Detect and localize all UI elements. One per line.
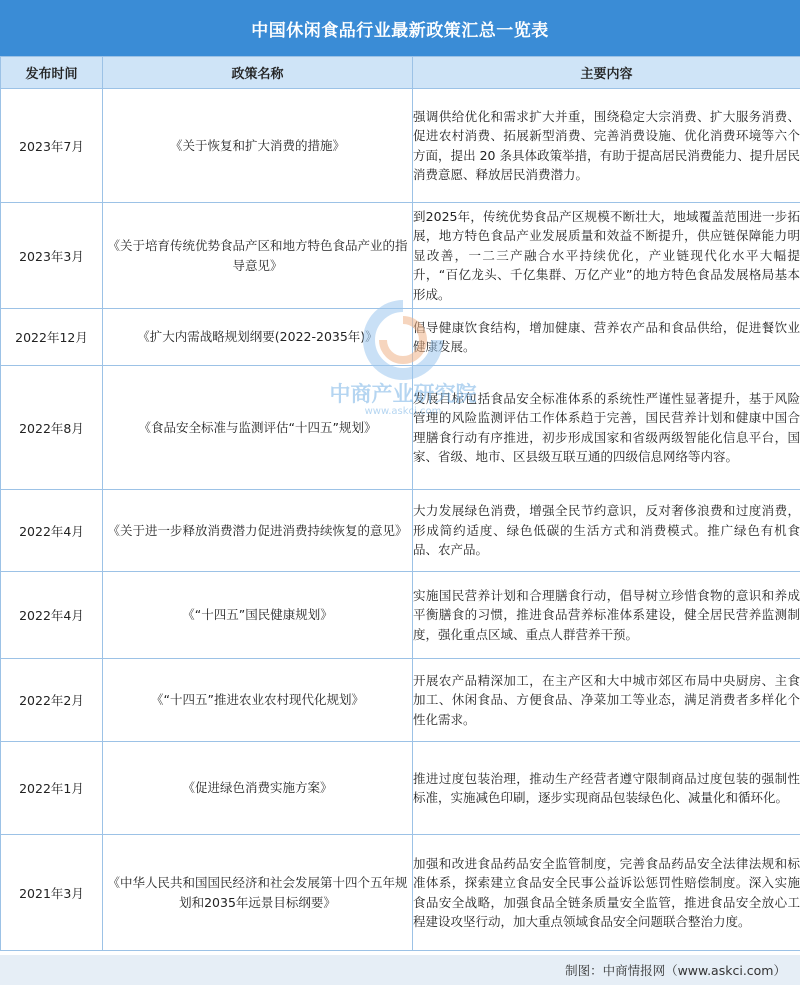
column-header-date: 发布时间 — [1, 57, 103, 89]
policy-name-cell: 《食品安全标准与监测评估“十四五”规划》 — [103, 366, 413, 490]
column-header-name: 政策名称 — [103, 57, 413, 89]
policy-name-cell: 《“十四五”推进农业农村现代化规划》 — [103, 659, 413, 742]
table-row — [1, 490, 800, 572]
table-row — [1, 572, 800, 659]
date-cell: 2022年8月 — [1, 366, 103, 490]
footer-credit: 制图：中商情报网（www.askci.com） — [0, 955, 800, 985]
content-cell: 推进过度包装治理，推动生产经营者遵守限制商品过度包装的强制性标准，实施减色印刷，逐步实现商品包装绿色化、减量化和循环化。 — [413, 742, 800, 835]
column-header-content: 主要内容 — [413, 57, 800, 89]
table-row — [1, 742, 800, 835]
date-cell: 2022年2月 — [1, 659, 103, 742]
date-cell: 2022年12月 — [1, 309, 103, 366]
policy-name-cell: 《促进绿色消费实施方案》 — [103, 742, 413, 835]
content-cell: 大力发展绿色消费，增强全民节约意识，反对奢侈浪费和过度消费，形成简约适度、绿色低碳的生活方式和消费模式。推广绿色有机食品、农产品。 — [413, 490, 800, 572]
content-cell: 到2025年，传统优势食品产区规模不断壮大，地域覆盖范围进一步拓展，地方特色食品产业发展质量和效益不断提升，供应链保障能力明显改善，一二三产融合水平持续优化，产业链现代化水平大幅提升，“百亿龙头、千亿集群、万亿产业”的地方特色食品发展格局基本形成。 — [413, 203, 800, 309]
policy-name-cell: 《关于恢复和扩大消费的措施》 — [103, 89, 413, 203]
content-cell: 加强和改进食品药品安全监管制度，完善食品药品安全法律法规和标准体系，探索建立食品安全民事公益诉讼惩罚性赔偿制度。深入实施食品安全战略，加强食品全链条质量安全监管，推进食品安全放心工程建设攻坚行动，加大重点领域食品安全问题联合整治力度。 — [413, 835, 800, 951]
policy-name-cell: 《关于进一步释放消费潜力促进消费持续恢复的意见》 — [103, 490, 413, 572]
watermark-text: 中商产业研究院 — [329, 382, 477, 406]
content-cell: 开展农产品精深加工，在主产区和大中城市郊区布局中央厨房、主食加工、休闲食品、方便食品、净菜加工等业态，满足消费者多样化个性化需求。 — [413, 659, 800, 742]
policy-name-cell: 《关于培育传统优势食品产区和地方特色食品产业的指导意见》 — [103, 203, 413, 309]
table-row — [1, 89, 800, 203]
table-row — [1, 203, 800, 309]
date-cell: 2022年1月 — [1, 742, 103, 835]
table-header-row — [1, 57, 800, 89]
content-cell: 强调供给优化和需求扩大并重，围绕稳定大宗消费、扩大服务消费、促进农村消费、拓展新型消费、完善消费设施、优化消费环境等六个方面，提出 20 条具体政策举措，有助于提高居民消费能力、提升居民消费意愿、释放居民消费潜力。 — [413, 89, 800, 203]
policy-table — [0, 56, 800, 951]
table-row — [1, 366, 800, 490]
date-cell: 2023年7月 — [1, 89, 103, 203]
content-cell: 发展目标包括食品安全标准体系的系统性严谨性显著提升，基于风险管理的风险监测评估工作体系趋于完善，国民营养计划和健康中国合理膳食行动有序推进，初步形成国家和省级两级智能化信息平台，国家、省级、地市、区县级互联互通的四级信息网络等内容。 — [413, 366, 800, 490]
date-cell: 2022年4月 — [1, 572, 103, 659]
table-row — [1, 835, 800, 951]
policy-name-cell: 《“十四五”国民健康规划》 — [103, 572, 413, 659]
content-cell: 实施国民营养计划和合理膳食行动，倡导树立珍惜食物的意识和养成平衡膳食的习惯，推进食品营养标准体系建设，健全居民营养监测制度，强化重点区域、重点人群营养干预。 — [413, 572, 800, 659]
page-title: 中国休闲食品行业最新政策汇总一览表 — [0, 0, 800, 56]
table-row — [1, 309, 800, 366]
date-cell: 2023年3月 — [1, 203, 103, 309]
content-cell: 倡导健康饮食结构，增加健康、营养农产品和食品供给，促进餐饮业健康发展。 — [413, 309, 800, 366]
date-cell: 2021年3月 — [1, 835, 103, 951]
policy-name-cell: 《扩大内需战略规划纲要(2022-2035年)》 — [103, 309, 413, 366]
watermark-url: www.askci.com — [364, 406, 442, 417]
date-cell: 2022年4月 — [1, 490, 103, 572]
policy-name-cell: 《中华人民共和国国民经济和社会发展第十四个五年规划和2035年远景目标纲要》 — [103, 835, 413, 951]
table-row — [1, 659, 800, 742]
